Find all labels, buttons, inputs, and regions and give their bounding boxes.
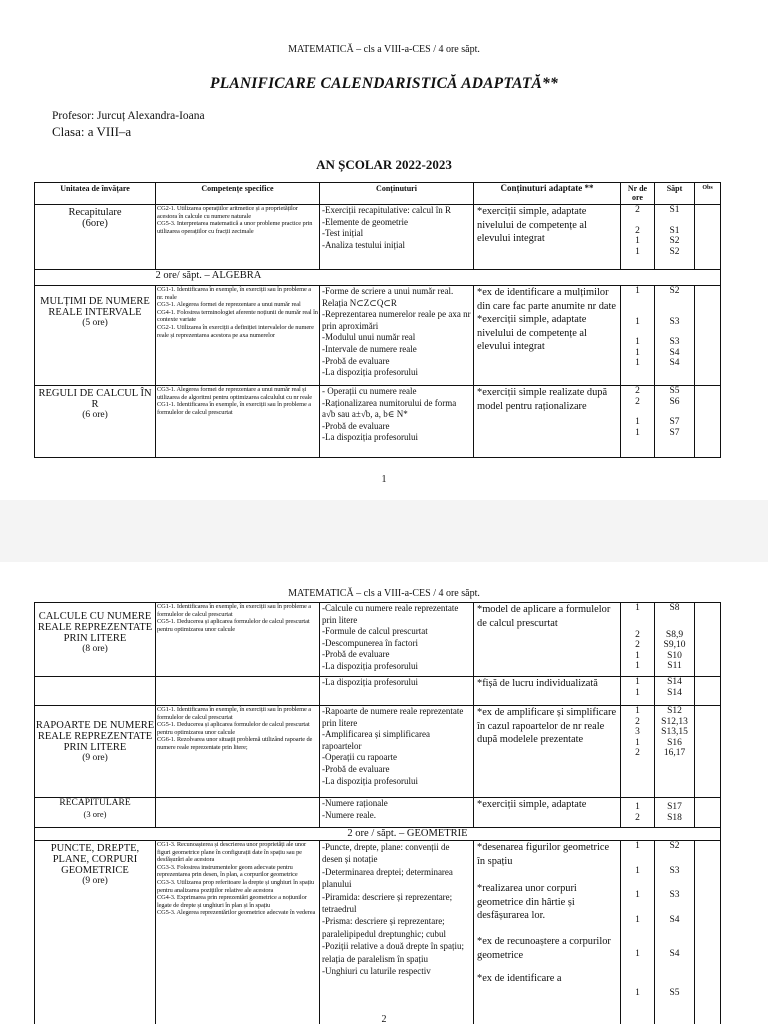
content-item: -Unghiuri cu laturile respectiv bbox=[322, 966, 431, 977]
competences-cell bbox=[156, 286, 320, 386]
page-gap bbox=[0, 500, 768, 562]
adapted-cell bbox=[474, 706, 621, 798]
unit-hours: (6 ore) bbox=[82, 410, 108, 420]
adapted-item: *exerciții simple, adaptate nivelului de competențe al elevului integrat bbox=[477, 314, 587, 353]
hours-value: 1 bbox=[635, 347, 640, 358]
adapted-item: *ex de identificare a bbox=[477, 973, 562, 985]
document-page-2 bbox=[0, 562, 768, 1024]
content-item: -Probă de evaluare bbox=[322, 355, 390, 366]
obs-cell bbox=[695, 706, 721, 798]
week-value: S8 bbox=[669, 603, 680, 613]
hours-value: 1 bbox=[635, 337, 640, 348]
week-value: S2 bbox=[669, 236, 680, 247]
week-value bbox=[655, 327, 694, 337]
planning-table-1 bbox=[34, 182, 721, 458]
competence-item: CG2-1. Utilizarea în exerciții a definiției intervalelor de numere reale și reprezentarea acestora pe axa numerelor bbox=[157, 323, 314, 339]
hours-value: 1 bbox=[635, 687, 640, 698]
unit-title: RAPOARTE DE NUMERE REALE REPREZENTATE PRIN LITERE bbox=[35, 720, 155, 753]
table-row bbox=[35, 603, 721, 677]
week-value: S14 bbox=[667, 677, 682, 687]
contents-cell bbox=[320, 677, 474, 706]
page-number: 2 bbox=[381, 1014, 387, 1024]
content-item: -Piramida: descriere și reprezentare; tetraedrul bbox=[322, 891, 453, 915]
competence-item: CG5-3. Alegerea reprezentărilor geometrice adecvate în vederea bbox=[157, 909, 316, 917]
school-year: AN ȘCOLAR 2022-2023 bbox=[316, 157, 452, 172]
content-item: -Probă de evaluare bbox=[322, 420, 390, 431]
content-item: -Test inițial bbox=[322, 228, 364, 239]
adapted-cell bbox=[474, 841, 621, 1024]
hours-value: 1 bbox=[635, 865, 640, 876]
section-row-geometry bbox=[35, 828, 721, 841]
week-value: S4 bbox=[669, 358, 680, 369]
week-value: S5 bbox=[669, 386, 680, 396]
hours-cell bbox=[621, 841, 655, 1024]
week-value: S17 bbox=[667, 802, 682, 812]
week-value: S2 bbox=[669, 841, 680, 851]
hours-value: 2 bbox=[635, 812, 640, 823]
hours-cell bbox=[621, 798, 655, 828]
unit-title: REGULI DE CALCUL ÎN R bbox=[38, 388, 152, 410]
hours-value bbox=[621, 407, 654, 417]
content-item: -Exerciții recapitulative: calcul în R bbox=[322, 205, 451, 215]
hours-value: 2 bbox=[635, 205, 640, 215]
hours-value: 1 bbox=[635, 706, 640, 716]
content-item: -Numere reale. bbox=[322, 809, 376, 820]
competence-item: CG1-1. Identificarea în exemple, în exerciții sau în probleme a formulelor de calcul prescurtat bbox=[157, 401, 311, 416]
content-item: -Descompunerea în factori bbox=[322, 637, 418, 648]
competences-cell bbox=[156, 205, 320, 270]
week-value: S12,13 bbox=[661, 716, 688, 727]
hours-value bbox=[621, 297, 654, 307]
week-value: S10 bbox=[667, 650, 682, 661]
hours-value: 2 bbox=[635, 748, 640, 759]
content-item: -La dispoziția profesorului bbox=[322, 367, 418, 378]
week-value: S1 bbox=[669, 225, 680, 236]
hours-cell bbox=[621, 706, 655, 798]
week-value: S7 bbox=[669, 417, 680, 428]
obs-cell bbox=[695, 386, 721, 458]
adapted-item: *exerciții simple, adaptate nivelului de competențe al elevului integrat bbox=[477, 206, 587, 245]
hours-value: 1 bbox=[635, 316, 640, 327]
col-header-week: Săpt bbox=[655, 183, 695, 205]
adapted-cell bbox=[474, 286, 621, 386]
unit-cell bbox=[35, 386, 156, 458]
contents-cell bbox=[320, 841, 474, 1024]
obs-cell bbox=[695, 841, 721, 1024]
week-value: S7 bbox=[669, 427, 680, 438]
hours-value: 1 bbox=[635, 841, 640, 851]
contents-cell bbox=[320, 603, 474, 677]
unit-hours: (6ore) bbox=[82, 218, 108, 229]
table-header-row bbox=[35, 183, 721, 205]
week-value: S3 bbox=[669, 890, 680, 901]
hours-cell bbox=[621, 386, 655, 458]
section-label-algebra: 2 ore/ săpt. – ALGEBRA bbox=[156, 270, 721, 286]
content-item: -Probă de evaluare bbox=[322, 649, 390, 660]
competence-item: CG6-1. Rezolvarea unor situații problemă utilizând rapoarte de numere reale reprezentate prin litere; bbox=[157, 736, 313, 751]
adapted-cell bbox=[474, 386, 621, 458]
adapted-cell bbox=[474, 603, 621, 677]
hours-value bbox=[621, 614, 654, 630]
section-label-geometry: 2 ore / săpt. – GEOMETRIE bbox=[35, 828, 721, 841]
hours-value: 1 bbox=[635, 427, 640, 438]
week-value: S8,9 bbox=[665, 629, 684, 640]
contents-cell bbox=[320, 386, 474, 458]
week-value: S11 bbox=[667, 661, 682, 672]
week-value: S1 bbox=[669, 205, 680, 215]
week-value: S4 bbox=[669, 347, 680, 358]
class-label: Clasa: a VIII–a bbox=[52, 124, 132, 139]
week-cell bbox=[655, 205, 695, 270]
week-value: S16 bbox=[667, 737, 682, 748]
document-title: PLANIFICARE CALENDARISTICĂ ADAPTATĂ** bbox=[210, 75, 558, 92]
content-item: -Probă de evaluare bbox=[322, 763, 390, 774]
hours-value: 1 bbox=[635, 286, 640, 296]
content-item: -Numere raționale bbox=[322, 798, 388, 808]
content-item: -Raționalizarea numitorului de forma a√b sau a±√b, a, b∈ N* bbox=[322, 397, 457, 420]
week-value: S9,10 bbox=[663, 640, 686, 651]
content-item: -Determinarea dreptei; determinarea planului bbox=[322, 866, 453, 890]
hours-value: 1 bbox=[635, 246, 640, 257]
hours-value: 2 bbox=[635, 396, 640, 407]
week-value: S13,15 bbox=[661, 727, 688, 738]
hours-value bbox=[621, 327, 654, 337]
hours-value bbox=[621, 307, 654, 317]
competence-item: CG1-3. Recunoașterea și descrierea unor proprietăți ale unor figuri geometrice plane în configurații date în spațiu sau pe desfășurări ale acestora bbox=[157, 841, 307, 864]
unit-cell bbox=[35, 205, 156, 270]
col-header-contents: Conținuturi bbox=[320, 183, 474, 205]
competence-item: CG5-3. Interpretarea matematică a unor probleme practice prin utilizarea operațiilor cu fracții zecimale bbox=[157, 220, 313, 235]
hours-value: 1 bbox=[635, 987, 640, 998]
unit-hours: (9 ore) bbox=[82, 753, 108, 763]
content-item: -Intervale de numere reale bbox=[322, 343, 417, 354]
col-header-adapted: Conținuturi adaptate ** bbox=[474, 183, 621, 205]
contents-cell bbox=[320, 205, 474, 270]
adapted-item: *exerciții simple, adaptate bbox=[477, 799, 587, 810]
page-number: 1 bbox=[381, 474, 387, 485]
week-cell bbox=[655, 841, 695, 1024]
hours-cell bbox=[621, 286, 655, 386]
hours-value: 1 bbox=[635, 358, 640, 369]
section-row-algebra bbox=[35, 270, 721, 286]
hours-value: 2 bbox=[635, 629, 640, 640]
table-row bbox=[35, 706, 721, 798]
unit-title: Recapitulare bbox=[68, 207, 122, 218]
content-item: -Modulul unui număr real bbox=[322, 332, 416, 343]
unit-cell bbox=[35, 841, 156, 1024]
hours-value: 1 bbox=[635, 737, 640, 748]
content-item: -Prisma: descriere și reprezentare; paralelipipedul dreptunghic; cubul bbox=[322, 916, 446, 939]
hours-value: 1 bbox=[635, 914, 640, 925]
unit-title: CALCULE CU NUMERE REALE REPREZENTATE PRIN LITERE bbox=[37, 611, 153, 644]
adapted-cell bbox=[474, 798, 621, 828]
unit-hours: (9 ore) bbox=[82, 876, 108, 886]
week-value bbox=[655, 297, 694, 307]
week-value: S12 bbox=[667, 706, 682, 716]
hours-value: 1 bbox=[635, 650, 640, 661]
hours-value: 2 bbox=[635, 716, 640, 727]
content-item: -Forme de scriere a unui număr real. Relația N⊂Z⊂Q⊂R bbox=[322, 286, 454, 308]
competence-item: CG3-1. Alegerea formei de reprezentare a unui număr real bbox=[157, 301, 301, 309]
obs-cell bbox=[695, 677, 721, 706]
week-value: S14 bbox=[667, 687, 682, 698]
content-item: -La dispoziția profesorului bbox=[322, 775, 418, 786]
week-cell bbox=[655, 706, 695, 798]
content-item: - Operații cu numere reale bbox=[322, 386, 417, 396]
week-value: S2 bbox=[669, 286, 680, 296]
week-value bbox=[655, 216, 694, 226]
week-value: S3 bbox=[669, 865, 680, 876]
hours-cell bbox=[621, 603, 655, 677]
table-row bbox=[35, 841, 721, 1024]
week-cell bbox=[655, 286, 695, 386]
week-value: S3 bbox=[669, 316, 680, 327]
competence-item: CG4-1. Folosirea terminologiei aferente noțiunii de număr real în contexte variate bbox=[157, 308, 318, 324]
week-value bbox=[655, 614, 694, 630]
hours-value: 1 bbox=[635, 890, 640, 901]
content-item: -Reprezentarea numerelor reale pe axa nr prin aproximări bbox=[322, 309, 471, 331]
competence-item: CG2-1. Utilizarea operațiilor aritmetice și a proprietăților acestora în calcule cu numere naturale bbox=[157, 205, 298, 220]
content-item: -Elemente de geometrie bbox=[322, 216, 408, 227]
table-row bbox=[35, 205, 721, 270]
hours-value: 1 bbox=[635, 677, 640, 687]
week-value: S2 bbox=[669, 246, 680, 257]
content-item: -Operații cu rapoarte bbox=[322, 752, 397, 763]
competence-item: CG4-3. Exprimarea prin reprezentări geometrice a noțiunilor legate de drepte și unghiuri în plan și în spațiu bbox=[157, 894, 307, 909]
unit-hours: (3 ore) bbox=[83, 809, 107, 819]
hours-value bbox=[621, 216, 654, 226]
competence-item: CG5-1. Deducerea și aplicarea formulelor de calcul prescurtat pentru optimizarea unor calcule bbox=[157, 721, 310, 736]
obs-cell bbox=[695, 603, 721, 677]
unit-title: RECAPITULARE bbox=[59, 798, 131, 808]
adapted-item: *ex de identificare a mulțimilor din care fac parte anumite nr date bbox=[477, 287, 617, 312]
unit-cell bbox=[35, 286, 156, 386]
unit-title: MULȚIMI DE NUMERE REALE INTERVALE bbox=[40, 296, 150, 318]
competence-item: CG3-3. Folosirea instrumentelor geom adecvate pentru reprezentarea prin desen, în plan, a corpurilor geometrice bbox=[157, 863, 298, 879]
obs-cell bbox=[695, 205, 721, 270]
col-header-competences: Competențe specifice bbox=[156, 183, 320, 205]
hours-value: 1 bbox=[635, 417, 640, 428]
table-row bbox=[35, 677, 721, 706]
table-row bbox=[35, 386, 721, 458]
content-item: -Puncte, drepte, plane: convenții de desen și notație bbox=[322, 842, 450, 865]
week-value: S5 bbox=[669, 987, 680, 998]
content-item: -Formule de calcul prescurtat bbox=[322, 626, 428, 637]
contents-cell bbox=[320, 286, 474, 386]
unit-cell bbox=[35, 706, 156, 798]
col-header-unit: Unitatea de învățare bbox=[35, 183, 156, 205]
unit-cell bbox=[35, 603, 156, 677]
table-row bbox=[35, 798, 721, 828]
table-row bbox=[35, 286, 721, 386]
week-value bbox=[655, 407, 694, 417]
competences-cell bbox=[156, 841, 320, 1024]
competences-cell bbox=[156, 603, 320, 677]
hours-cell bbox=[621, 205, 655, 270]
contents-cell bbox=[320, 798, 474, 828]
week-cell bbox=[655, 603, 695, 677]
obs-cell bbox=[695, 798, 721, 828]
planning-table-2 bbox=[34, 602, 721, 1024]
unit-hours: (5 ore) bbox=[82, 318, 108, 328]
adapted-item: *exerciții simple realizate după model pentru raționalizare bbox=[477, 387, 608, 412]
week-value: S3 bbox=[669, 337, 680, 348]
col-header-obs: Obs bbox=[695, 183, 721, 205]
content-item: -Calcule cu numere reale reprezentate prin litere bbox=[322, 603, 459, 625]
competences-cell bbox=[156, 677, 320, 706]
competences-cell bbox=[156, 798, 320, 828]
competence-item: CG1-1. Identificarea în exemple, în exerciții sau în probleme a formulelor de calcul prescurtat bbox=[157, 706, 311, 721]
adapted-item: *model de aplicare a formulelor de calcul prescurtat bbox=[477, 604, 611, 629]
content-item: -Rapoarte de numere reale reprezentate prin litere bbox=[322, 706, 464, 728]
hours-value: 1 bbox=[635, 661, 640, 672]
content-item: -La dispoziția profesorului bbox=[322, 432, 418, 443]
content-item: -La dispoziția profesorului bbox=[322, 660, 418, 671]
competence-item: CG3-3. Utilizarea prop referitoare la drepte și unghiuri în spațiu pentru analizarea pozițiilor relative ale acestora bbox=[157, 878, 315, 894]
competences-cell bbox=[156, 386, 320, 458]
hours-value: 1 bbox=[635, 802, 640, 812]
week-value bbox=[655, 307, 694, 317]
adapted-item: *ex de recunoaștere a corpurilor geometrice bbox=[477, 935, 611, 961]
subject-line: MATEMATICĂ – cls a VIII-a-CES / 4 ore săpt. bbox=[288, 44, 480, 55]
adapted-cell bbox=[474, 205, 621, 270]
adapted-item: *realizarea unor corpuri geometrice din hârtie și desfășurarea lor. bbox=[477, 883, 577, 922]
content-item: -Amplificarea și simplificarea rapoartelor bbox=[322, 729, 430, 751]
week-cell bbox=[655, 386, 695, 458]
week-value: S4 bbox=[669, 914, 680, 925]
unit-cell bbox=[35, 798, 156, 828]
col-header-hours: Nr de ore bbox=[621, 183, 655, 205]
document-page-1 bbox=[0, 0, 768, 500]
competence-item: CG1-1. Identificarea în exemple, în exerciții sau în probleme a formulelor de calcul prescurtat bbox=[157, 603, 311, 618]
week-value: S6 bbox=[669, 396, 680, 407]
unit-hours: (8 ore) bbox=[82, 644, 108, 654]
week-cell bbox=[655, 798, 695, 828]
competence-item: CG1-1. Identificarea în exemple, în exerciții sau în probleme a nr. reale bbox=[157, 286, 311, 301]
adapted-item: *fișă de lucru individualizată bbox=[477, 678, 598, 689]
hours-value: 1 bbox=[635, 949, 640, 960]
competences-cell bbox=[156, 706, 320, 798]
week-cell bbox=[655, 677, 695, 706]
hours-value: 1 bbox=[635, 236, 640, 247]
competence-item: CG3-1. Alegerea formei de reprezentare a unui număr real și utilizarea de algoritmi pentru optimizarea calculului cu nr reale bbox=[157, 386, 312, 401]
unit-title: PUNCTE, DREPTE, PLANE, CORPURI GEOMETRICE bbox=[50, 843, 140, 876]
hours-cell bbox=[621, 677, 655, 706]
hours-value: 2 bbox=[635, 640, 640, 651]
adapted-item: *ex de amplificare și simplificare în cazul rapoartelor de nr reale după modelele prezentate bbox=[477, 707, 617, 746]
competence-item: CG5-1. Deducerea și aplicarea formulelor de calcul prescurtat pentru optimizarea unor calcule bbox=[157, 618, 310, 633]
unit-cell bbox=[35, 677, 156, 706]
week-value: S4 bbox=[669, 949, 680, 960]
hours-value: 3 bbox=[635, 727, 640, 738]
teacher-name: Profesor: Jurcuț Alexandra-Ioana bbox=[52, 110, 205, 122]
adapted-cell bbox=[474, 677, 621, 706]
week-value: 16,17 bbox=[663, 748, 686, 759]
hours-value: 1 bbox=[635, 603, 640, 613]
hours-value: 2 bbox=[635, 225, 640, 236]
content-item: -Analiza testului inițial bbox=[322, 239, 405, 250]
week-value: S18 bbox=[667, 812, 682, 823]
contents-cell bbox=[320, 706, 474, 798]
content-item: -Poziții relative a două drepte în spațiu; relația de paralelism în spațiu bbox=[322, 941, 464, 964]
adapted-item: *desenarea figurilor geometrice în spațiu bbox=[477, 842, 610, 867]
obs-cell bbox=[695, 286, 721, 386]
content-item: -La dispoziția profesorului bbox=[322, 677, 418, 687]
hours-value: 2 bbox=[635, 386, 640, 396]
subject-line: MATEMATICĂ – cls a VIII-a-CES / 4 ore săpt. bbox=[288, 588, 480, 599]
